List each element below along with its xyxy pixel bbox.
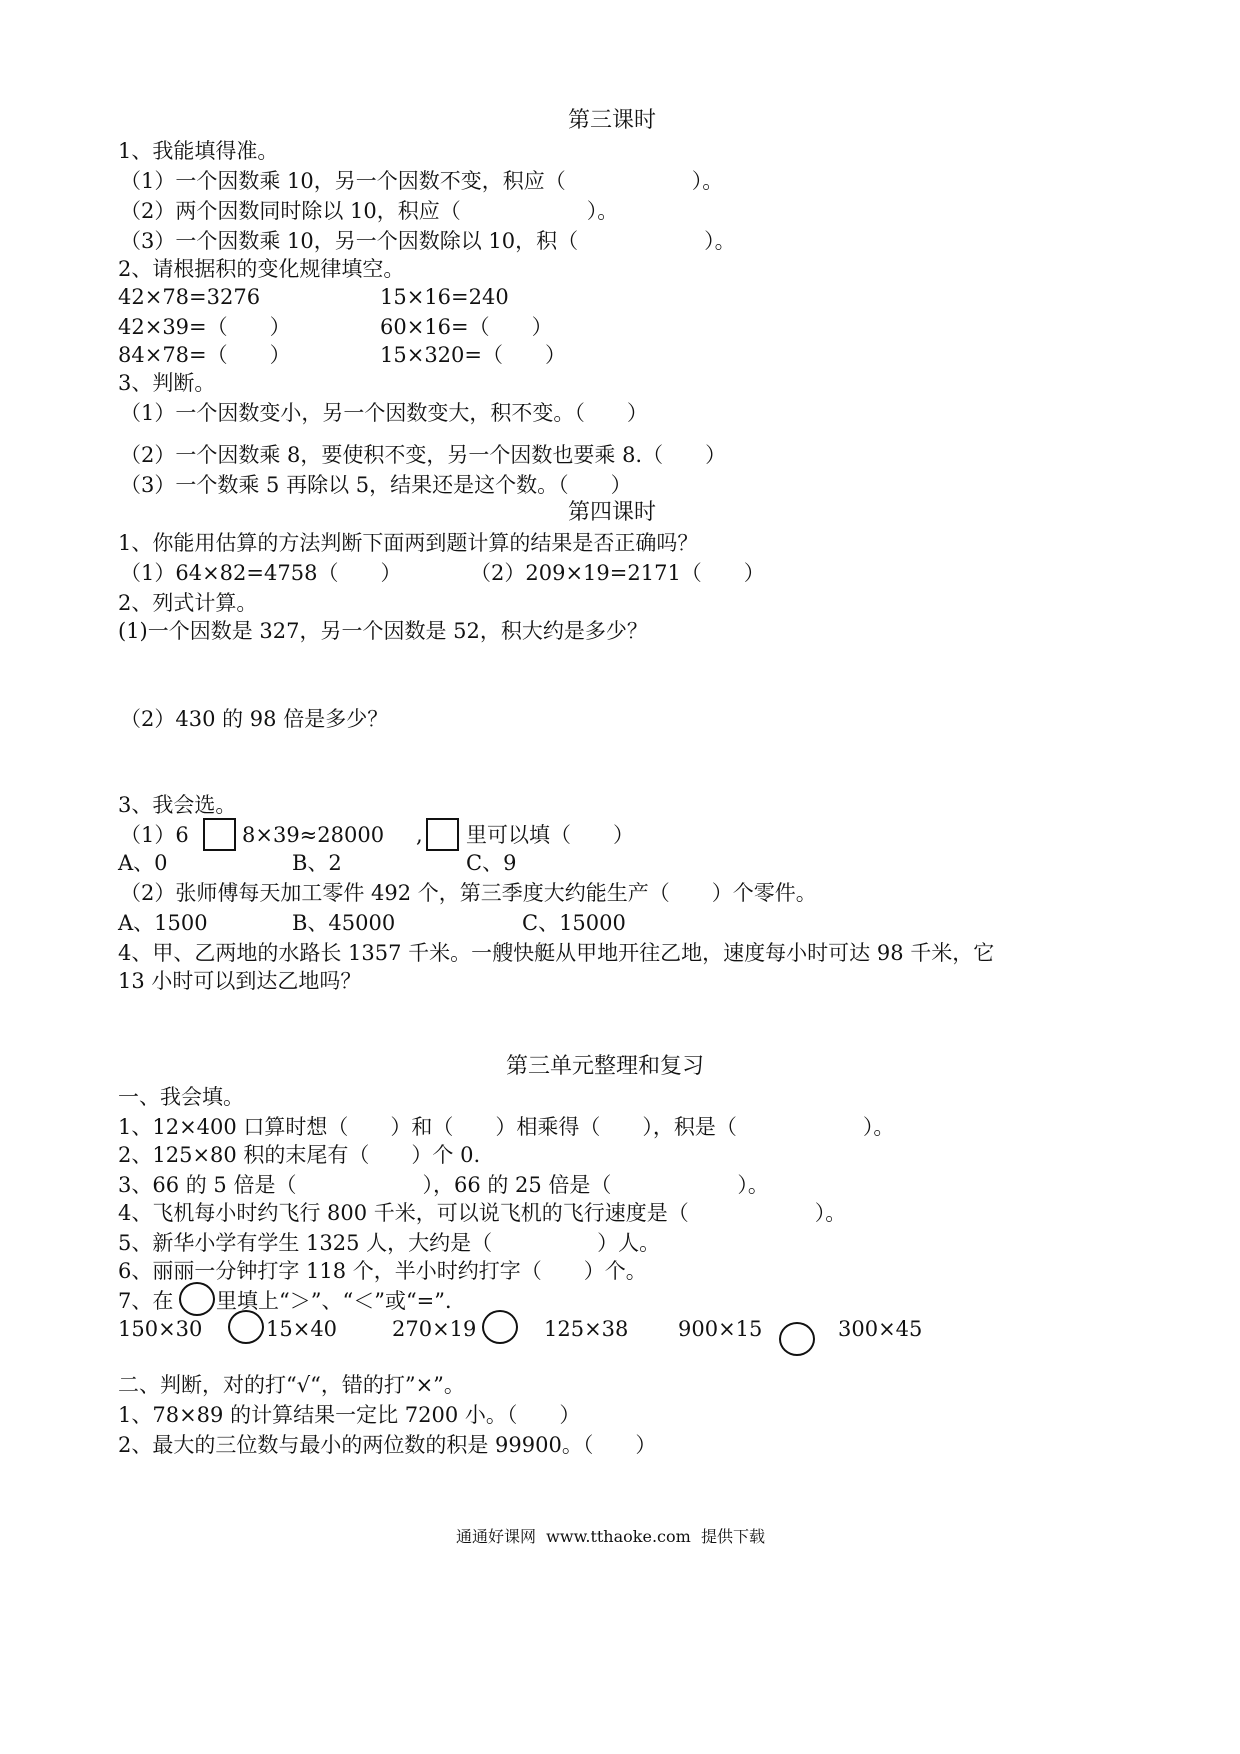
lesson3-q1-item-2: （2）两个因数同时除以 10，积应（ ）。 <box>120 199 619 223</box>
lesson4-q3-sub1-option-b: B、2 <box>292 851 342 875</box>
review-part2-item-2: 2、最大的三位数与最小的两位数的积是 99900。（ ） <box>118 1433 657 1457</box>
lesson4-q2-heading: 2、列式计算。 <box>118 591 258 615</box>
lesson3-q3-item-2: （2）一个因数乘 8，要使积不变，另一个因数也要乘 8.（ ） <box>120 443 727 467</box>
lesson4-q3-heading: 3、我会选。 <box>118 793 237 817</box>
lesson4-q3-sub1-comma: , <box>416 823 423 847</box>
lesson3-q1-item-1: （1）一个因数乘 10，另一个因数不变，积应（ ）。 <box>120 169 724 193</box>
lesson4-q4-line-2: 13 小时可以到达乙地吗？ <box>118 969 362 993</box>
compare-circle <box>779 1322 815 1356</box>
lesson4-q3-sub2-option-b: B、45000 <box>292 911 396 935</box>
blank-answer-box <box>203 818 236 851</box>
review-part1-item-6: 6、丽丽一分钟打字 118 个，半小时约打字（ ）个。 <box>118 1259 647 1283</box>
lesson3-q2-left-2: 42×39=（ ） <box>118 315 291 339</box>
blank-answer-box <box>426 818 459 851</box>
lesson3-q1-heading: 1、我能填得准。 <box>118 139 279 163</box>
lesson4-q1-item-1: （1）64×82=4758（ ） <box>120 561 402 585</box>
lesson3-q3-heading: 3、判断。 <box>118 371 216 395</box>
compare-right-2: 125×38 <box>544 1317 629 1341</box>
compare-left-2: 270×19 <box>392 1317 477 1341</box>
review-part2-heading: 二、判断，对的打“√“，错的打”×”。 <box>118 1373 465 1397</box>
lesson3-q2-right-3: 15×320=（ ） <box>380 343 566 367</box>
compare-right-3: 300×45 <box>838 1317 923 1341</box>
page-footer: 通通好课网 www.tthaoke.com 提供下载 <box>456 1527 765 1546</box>
lesson3-q2-left-3: 84×78=（ ） <box>118 343 291 367</box>
lesson4-q4-line-1: 4、甲、乙两地的水路长 1357 千米。一艘快艇从甲地开往乙地，速度每小时可达 98 千米，它 <box>118 941 995 965</box>
lesson3-title: 第三课时 <box>568 108 657 133</box>
lesson4-q3-sub1-prefix: （1）6 <box>120 823 189 847</box>
lesson3-q3-item-1: （1）一个因数变小，另一个因数变大，积不变。（ ） <box>120 401 648 425</box>
lesson4-q3-sub1-option-a: A、0 <box>118 851 168 875</box>
lesson3-q1-item-3: （3）一个因数乘 10，另一个因数除以 10，积（ ）。 <box>120 229 736 253</box>
review-part1-item-7-prefix: 7、在 <box>118 1289 174 1313</box>
review-part1-heading: 一、我会填。 <box>118 1085 244 1109</box>
lesson4-q3-sub1-expression: 8×39≈28000 <box>242 823 385 847</box>
lesson3-q2-right-1: 15×16=240 <box>380 285 509 309</box>
lesson4-q3-sub2-text: （2）张师傅每天加工零件 492 个，第三季度大约能生产（ ）个零件。 <box>120 881 817 905</box>
compare-circle <box>228 1310 264 1344</box>
lesson4-q2-item-1: (1)一个因数是 327，另一个因数是 52，积大约是多少？ <box>118 619 648 643</box>
review-title: 第三单元整理和复习 <box>506 1054 705 1079</box>
review-part2-item-1: 1、78×89 的计算结果一定比 7200 小。（ ） <box>118 1403 581 1427</box>
lesson3-q2-left-1: 42×78=3276 <box>118 285 261 309</box>
review-part1-item-4: 4、飞机每小时约飞行 800 千米，可以说飞机的飞行速度是（ ）。 <box>118 1201 847 1225</box>
review-part1-item-5: 5、新华小学有学生 1325 人，大约是（ ）人。 <box>118 1231 661 1255</box>
lesson4-q3-sub1-option-c: C、9 <box>466 851 517 875</box>
lesson4-q2-item-2: （2）430 的 98 倍是多少？ <box>120 707 389 731</box>
compare-left-1: 150×30 <box>118 1317 203 1341</box>
lesson4-q1-item-2: （2）209×19=2171（ ） <box>470 561 765 585</box>
compare-right-1: 15×40 <box>266 1317 338 1341</box>
lesson4-q3-sub2-option-a: A、1500 <box>118 911 208 935</box>
review-part1-item-7-suffix: 里填上“＞”、“＜”或“=”． <box>216 1289 467 1313</box>
compare-left-3: 900×15 <box>678 1317 763 1341</box>
review-part1-item-1: 1、12×400 口算时想（ ）和（ ）相乘得（ ），积是（ ）。 <box>118 1115 895 1139</box>
lesson3-q3-item-3: （3）一个数乘 5 再除以 5，结果还是这个数。（ ） <box>120 473 632 497</box>
lesson4-q3-sub1-suffix: 里可以填（ ） <box>466 823 634 847</box>
lesson4-q1-heading: 1、你能用估算的方法判断下面两到题计算的结果是否正确吗？ <box>118 531 699 555</box>
compare-circle <box>179 1282 215 1316</box>
lesson3-q2-right-2: 60×16=（ ） <box>380 315 553 339</box>
lesson4-q3-sub2-option-c: C、15000 <box>522 911 626 935</box>
compare-circle <box>482 1310 518 1344</box>
lesson3-q2-heading: 2、请根据积的变化规律填空。 <box>118 257 405 281</box>
review-part1-item-3: 3、66 的 5 倍是（ ），66 的 25 倍是（ ）。 <box>118 1173 769 1197</box>
review-part1-item-2: 2、125×80 积的末尾有（ ）个 0. <box>118 1143 481 1167</box>
lesson4-title: 第四课时 <box>568 500 657 525</box>
